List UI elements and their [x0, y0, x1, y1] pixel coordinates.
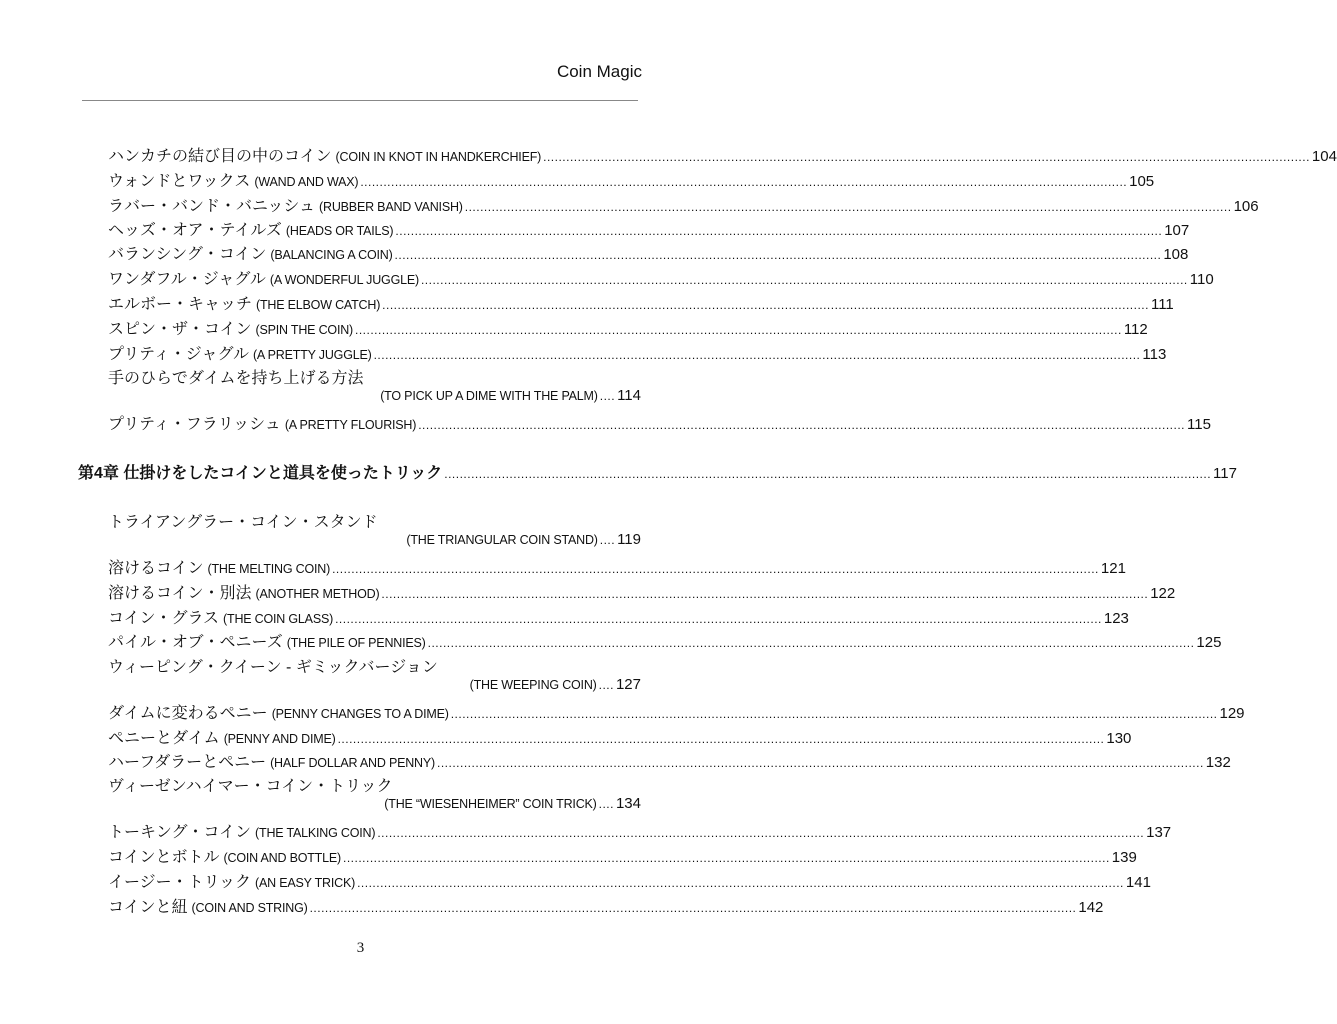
toc-entry-title-jp: 手のひらでダイムを持ち上げる方法 [108, 370, 364, 387]
toc-entry-page: 142 [1078, 899, 1104, 916]
toc-entry-page: 117 [1213, 465, 1237, 482]
toc-entry-title-jp: ハーフダラーとペニー [108, 754, 267, 771]
toc-entry-title-en: (PENNY CHANGES TO A DIME) [271, 707, 449, 721]
dot-leader: ........................................................................................................................................................................................................ [450, 707, 1218, 721]
toc-entry-title-jp: パイル・オブ・ペニーズ [108, 634, 283, 651]
toc-entry-title-jp: ワンダフル・ジャグル [108, 271, 266, 288]
toc-entry-page: 104 [1311, 148, 1337, 165]
toc-entry-title-jp: 溶けるコイン [108, 560, 204, 577]
toc-entry-title-en: (THE COIN GLASS) [223, 612, 334, 626]
toc-entry-title-en: (THE ELBOW CATCH) [256, 298, 381, 312]
dot-leader: ........................................................................................................................................................................................................ [436, 756, 1204, 770]
toc-chapter-heading[interactable] [78, 460, 1237, 482]
toc-entry[interactable] [108, 143, 1337, 165]
toc-entry-title-en: (SPIN THE COIN) [255, 323, 354, 337]
toc-entry[interactable] [108, 411, 1211, 433]
toc-entry[interactable] [108, 217, 1190, 239]
dot-leader: ........................................................................................................................................................................................................ [377, 826, 1145, 840]
toc-entry[interactable] [108, 555, 1126, 577]
dot-leader: ........................................................................................................................................................................................................ [332, 562, 1099, 576]
toc-entry-page: 113 [1142, 346, 1167, 363]
toc-entry-title-en: (A PRETTY JUGGLE) [252, 348, 372, 362]
toc-entry-title-en: (THE “WIESENHEIMER” COIN TRICK) [384, 797, 597, 811]
toc-entry-title-en: (HEADS OR TAILS) [285, 224, 394, 238]
toc-entry-title-jp: ヴィーゼンハイマー・コイン・トリック [108, 778, 393, 795]
toc-entry[interactable] [108, 725, 1132, 747]
toc-entry-title-jp: ハンカチの結び目の中のコイン [108, 148, 332, 165]
toc-entry[interactable] [108, 291, 1174, 313]
toc-entry[interactable] [108, 241, 1189, 263]
toc-entry-title-jp: 溶けるコイン・別法 [108, 585, 252, 602]
toc-entry-page: 115 [1187, 416, 1211, 433]
toc-entry-title-jp: ペニーとダイム [108, 730, 220, 747]
toc-entry-title-jp: スピン・ザ・コイン [108, 321, 252, 338]
toc-entry-title-en: (PENNY AND DIME) [223, 732, 336, 746]
toc-entry-title-jp: トーキング・コイン [108, 824, 252, 841]
toc-entry[interactable] [108, 629, 1222, 651]
dot-leader: .... [599, 533, 616, 547]
toc-entry-page: 119 [617, 531, 641, 548]
toc-entry-title-jp: ウィーピング・クイーン - ギミックバージョン [108, 659, 438, 676]
dot-leader: ........................................................................................................................................................................................................ [418, 418, 1186, 432]
dot-leader: ........................................................................................................................................................................................................ [395, 224, 1163, 238]
toc-entry-title-en: (THE TRIANGULAR COIN STAND) [406, 533, 598, 547]
toc-entry[interactable] [108, 819, 1172, 841]
toc-entry-page: 114 [617, 387, 641, 404]
toc-entry-title-en: (BALANCING A COIN) [270, 248, 393, 262]
toc-entry[interactable] [108, 341, 1167, 363]
toc-entry[interactable] [108, 869, 1151, 891]
toc-entry-title-en: (AN EASY TRICK) [255, 876, 356, 890]
dot-leader: ........................................................................................................................................................................................................ [394, 248, 1162, 262]
dot-leader: ........................................................................................................................................................................................................ [444, 467, 1212, 481]
toc-entry[interactable] [108, 387, 641, 409]
toc-entry-page: 122 [1150, 585, 1176, 602]
dot-leader: ........................................................................................................................................................................................................ [382, 298, 1149, 312]
toc-entry-title-jp: プリティ・ジャグル [108, 346, 249, 363]
toc-entry-page: 130 [1106, 730, 1132, 747]
toc-entry[interactable] [108, 531, 641, 553]
dot-leader: ........................................................................................................................................................................................................ [373, 348, 1141, 362]
running-header-title: Coin Magic [556, 62, 642, 81]
toc-entry-title-en: (A PRETTY FLOURISH) [284, 418, 417, 432]
toc-entry-title-en: (THE TALKING COIN) [255, 826, 376, 840]
toc-entry[interactable] [108, 193, 1259, 215]
toc-entry-page: 112 [1123, 321, 1148, 338]
toc-entry-title-jp: コインと紐 [108, 899, 188, 916]
toc-entry[interactable] [108, 316, 1148, 338]
toc-entry-title-en: (THE WEEPING COIN) [469, 678, 597, 692]
dot-leader: ........................................................................................................................................................................................................ [420, 273, 1188, 287]
toc-entry-title-jp: ヘッズ・オア・テイルズ [108, 222, 282, 239]
toc-entry-title-en: (A WONDERFUL JUGGLE) [269, 273, 419, 287]
toc-entry-page: 105 [1129, 173, 1155, 190]
toc-entry[interactable] [108, 844, 1137, 866]
toc-entry-page: 134 [615, 795, 641, 812]
toc-entry-title-en: (ANOTHER METHOD) [255, 587, 380, 601]
toc-entry[interactable] [108, 266, 1214, 288]
dot-leader: ........................................................................................................................................................................................................ [464, 200, 1232, 214]
toc-entry-page: 111 [1150, 296, 1174, 313]
toc-entry-title-jp: ウォンドとワックス [108, 173, 251, 190]
dot-leader: .... [598, 678, 614, 692]
toc-entry-page: 129 [1219, 705, 1245, 722]
dot-leader: ........................................................................................................................................................................................................ [342, 851, 1110, 865]
dot-leader: ........................................................................................................................................................................................................ [381, 587, 1149, 601]
toc-entry-title-en: (THE PILE OF PENNIES) [286, 636, 426, 650]
page-number: 3 [356, 940, 365, 956]
toc-entry-title-jp: 第4章 仕掛けをしたコインと道具を使ったトリック [78, 465, 443, 482]
toc-entry-title-en: (COIN AND STRING) [191, 901, 308, 915]
toc-entry-title-en: (HALF DOLLAR AND PENNY) [270, 756, 435, 770]
toc-entry-page: 108 [1163, 246, 1189, 263]
header-rule [82, 100, 638, 101]
toc-entry-title-en: (RUBBER BAND VANISH) [319, 200, 463, 214]
toc-entry[interactable] [108, 795, 641, 817]
dot-leader: .... [599, 389, 616, 403]
toc-entry-title-jp: コイン・グラス [108, 610, 220, 627]
toc-entry[interactable] [108, 168, 1155, 190]
toc-entry-title-en: (THE MELTING COIN) [207, 562, 331, 576]
toc-entry-title-jp: コインとボトル [108, 849, 220, 866]
dot-leader: ........................................................................................................................................................................................................ [337, 732, 1105, 746]
toc-entry-page: 141 [1125, 874, 1151, 891]
toc-entry-page: 139 [1111, 849, 1137, 866]
toc-entry[interactable] [108, 700, 1245, 722]
toc-entry-title-jp: ダイムに変わるペニー [108, 705, 268, 722]
dot-leader: ........................................................................................................................................................................................................ [309, 901, 1077, 915]
toc-entry[interactable] [108, 894, 1104, 916]
toc-entry-page: 123 [1103, 610, 1129, 627]
toc-entry-page: 121 [1100, 560, 1126, 577]
toc-entry-title-jp: ラバー・バンド・バニッシュ [108, 198, 316, 215]
toc-entry-title-jp: エルボー・キャッチ [108, 296, 253, 313]
toc-entry[interactable] [108, 580, 1176, 602]
toc-entry[interactable] [108, 676, 641, 698]
toc-entry-title-en: (COIN IN KNOT IN HANDKERCHIEF) [335, 150, 542, 164]
toc-entry-title-en: (COIN AND BOTTLE) [223, 851, 341, 865]
toc-entry-page: 110 [1189, 271, 1214, 288]
toc-entry-title-jp: トライアングラー・コイン・スタンド [108, 514, 378, 531]
toc-entry-page: 106 [1233, 198, 1259, 215]
dot-leader: .... [598, 797, 614, 811]
dot-leader: ........................................................................................................................................................................................................ [357, 876, 1124, 890]
toc-entry-title-en: (TO PICK UP A DIME WITH THE PALM) [380, 389, 598, 403]
dot-leader: ........................................................................................................................................................................................................ [543, 150, 1310, 164]
toc-entry-title-jp: バランシング・コイン [108, 246, 267, 263]
toc-entry-page: 107 [1164, 222, 1190, 239]
toc-entry-title-jp: イージー・トリック [108, 874, 252, 891]
dot-leader: ........................................................................................................................................................................................................ [335, 612, 1102, 626]
toc-entry-page: 127 [615, 676, 641, 693]
dot-leader: ........................................................................................................................................................................................................ [360, 175, 1128, 189]
toc-entry[interactable] [108, 605, 1129, 627]
toc-entry-page: 132 [1205, 754, 1231, 771]
toc-entry-page: 137 [1146, 824, 1172, 841]
dot-leader: ........................................................................................................................................................................................................ [355, 323, 1122, 337]
toc-entry-page: 125 [1196, 634, 1222, 651]
dot-leader: ........................................................................................................................................................................................................ [427, 636, 1195, 650]
toc-entry[interactable] [108, 749, 1231, 771]
toc-entry-title-en: (WAND AND WAX) [254, 175, 359, 189]
toc-entry-title-jp: プリティ・フラリッシュ [108, 416, 281, 433]
